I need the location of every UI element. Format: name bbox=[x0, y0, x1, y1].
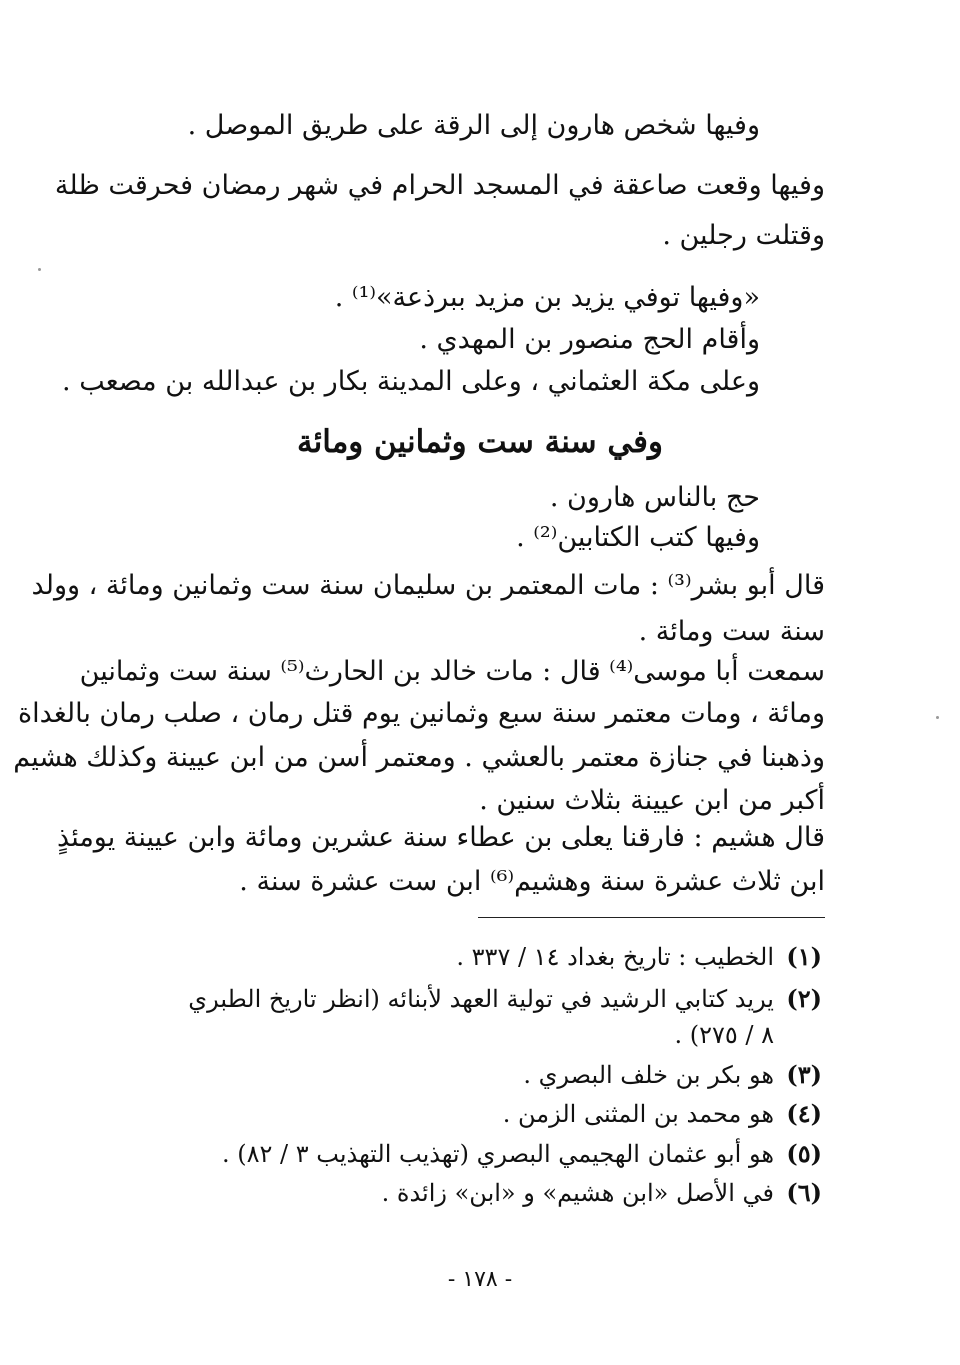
footnote bbox=[222, 1137, 822, 1171]
body-line: وفيها شخص هارون إلى الرقة على طريق الموصل . bbox=[187, 110, 760, 141]
footnote bbox=[456, 940, 822, 974]
footnote bbox=[503, 1097, 822, 1131]
body-line: حج بالناس هارون . bbox=[549, 482, 760, 513]
body-line: ومائة ، ومات معتمر سنة سبع وثمانين يوم قتل رمان ، صلب رمان بالغداة bbox=[18, 698, 825, 729]
footnote-number: (٦) bbox=[786, 1178, 822, 1207]
body-line: وفيها كتب الكتابين⁽²⁾ . bbox=[516, 522, 760, 553]
footnote-text: هو محمد بن المثنى الزمن . bbox=[502, 1100, 774, 1128]
page-number: - ١٧٨ - bbox=[447, 1267, 513, 1292]
footnote-number: (٤) bbox=[786, 1099, 822, 1128]
body-line: أكبر من ابن عيينة بثلاث سنين . bbox=[479, 785, 825, 816]
body-line: قال هشيم : فارقنا يعلى بن عطاء سنة عشرين ومائة وابن عيينة يومئذٍ bbox=[57, 822, 825, 853]
footnote-text: هو أبو عثمان الهجيمي البصري (تهذيب التهذيب ٣ / ٨٢) . bbox=[221, 1140, 774, 1168]
body-line: وذهبنا في جنازة معتمر بالعشي . ومعتمر أسن من ابن عيينة وكذلك هشيم bbox=[13, 742, 825, 773]
section-heading: وفي سنة ست وثمانين ومائة bbox=[297, 424, 663, 460]
footnote bbox=[523, 1058, 822, 1092]
body-line: سمعت أبا موسى⁽⁴⁾ قال : مات خالد بن الحارث⁽⁵⁾ سنة ست وثمانين bbox=[79, 656, 825, 687]
footnote-number: (٣) bbox=[786, 1060, 822, 1089]
footnote-text: الخطيب : تاريخ بغداد ١٤ / ٣٣٧ . bbox=[456, 943, 774, 971]
footnote-continuation: ٨ / ٢٧٥) . bbox=[674, 1021, 774, 1049]
footnote-number: (١) bbox=[786, 942, 822, 971]
scan-speck bbox=[38, 268, 41, 271]
footnote-text: هو بكر بن خلف البصري . bbox=[523, 1061, 774, 1089]
footnote-separator bbox=[478, 917, 825, 918]
footnote-number: (٢) bbox=[786, 984, 822, 1013]
body-line: وفيها وقعت صاعقة في المسجد الحرام في شهر رمضان فحرقت ظلة bbox=[54, 170, 825, 201]
footnote-text: يريد كتابي الرشيد في تولية العهد لأبنائه (انظر تاريخ الطبري bbox=[188, 985, 774, 1013]
scan-speck bbox=[936, 716, 939, 719]
body-line: وأقام الحج منصور بن المهدي . bbox=[419, 324, 760, 355]
body-line: «وفيها توفي يزيد بن مزيد ببرذعة»⁽¹⁾ . bbox=[334, 282, 760, 313]
footnote-number: (٥) bbox=[786, 1139, 822, 1168]
body-line: سنة ست ومائة . bbox=[638, 616, 825, 647]
body-line: وعلى مكة العثماني ، وعلى المدينة بكار بن عبدالله بن مصعب . bbox=[62, 366, 760, 397]
body-line: قال أبو بشر⁽³⁾ : مات المعتمر بن سليمان سنة ست وثمانين ومائة ، وولد bbox=[31, 570, 825, 601]
body-line: ابن ثلاث عشرة سنة وهشيم⁽⁶⁾ ابن ست عشرة سنة . bbox=[239, 866, 825, 897]
footnote bbox=[188, 982, 822, 1016]
body-line: وقتلت رجلين . bbox=[662, 220, 825, 251]
footnote-text: في الأصل «ابن هشيم» و «ابن» زائدة . bbox=[381, 1179, 774, 1207]
footnote bbox=[382, 1176, 822, 1210]
